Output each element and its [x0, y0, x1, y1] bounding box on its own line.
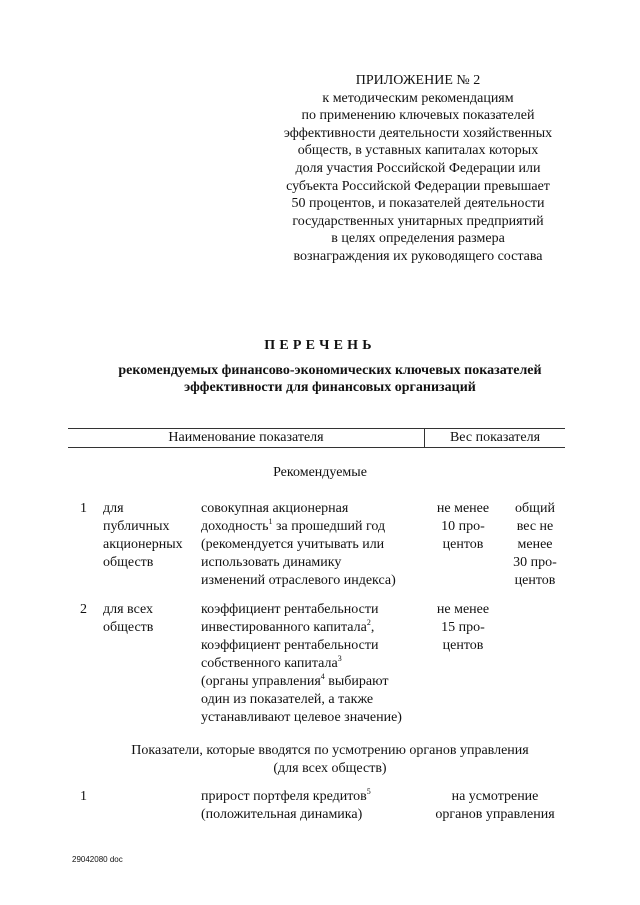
appendix-line: в целях определения размера [331, 231, 505, 247]
table-top-rule [68, 428, 565, 429]
table-header-rule [68, 447, 565, 448]
total-weight: общий вес не менее 30 про- центов [513, 501, 557, 588]
section-optional: Показатели, которые вводятся по усмотрению органов управления (для всех обществ) [131, 743, 529, 776]
indicator-weight: не менее 15 про- центов [436, 602, 490, 653]
subtitle-line: рекомендуемых финансово-экономических ключевых показателей [118, 363, 542, 378]
row-number: 2 [80, 602, 87, 617]
indicator-text: совокупная акционерная доходность$^1$ за прошедший год (рекомендуется учитывать или использовать динамику изменений отраслевого индекса) [201, 501, 396, 588]
footnote-ref: 4 [320, 672, 325, 681]
subtitle-line: эффективности для финансовых организаций [184, 380, 476, 395]
row-number: 1 [80, 789, 87, 804]
appendix-line: субъекта Российской Федерации превышает [286, 178, 550, 194]
column-header-name: Наименование показателя [168, 430, 324, 445]
indicator-weight: не менее 10 про- центов [436, 501, 490, 552]
appendix-line: эффективности деятельности хозяйственных [283, 125, 553, 141]
appendix-title: ПРИЛОЖЕНИЕ № 2 [355, 73, 481, 88]
appendix-line: вознаграждения их руководящего состава [293, 248, 543, 264]
indicator-text: прирост портфеля кредитов$^5$ (положительная динамика) [201, 787, 371, 822]
indicator-weight: на усмотрение органов управления [435, 789, 555, 822]
row-number: 1 [80, 501, 87, 516]
appendix-line: обществ, в уставных капиталах которых [297, 143, 539, 159]
footnote-ref: 3 [337, 654, 342, 663]
row-group: для публичных акционерных обществ [103, 501, 183, 570]
indicator-text: коэффициент рентабельности инвестированного капитала$^2$, коэффициент рентабельности собственного капитала$^3$ (органы управления$^4$ выбирают один из показателей, а также устанавливают целевое значение) [201, 602, 402, 725]
section-recommended: Рекомендуемые [273, 465, 367, 480]
appendix-line: по применению ключевых показателей [301, 108, 535, 124]
footnote-ref: 5 [366, 787, 371, 796]
appendix-line: 50 процентов, и показателей деятельности [291, 196, 545, 212]
footnote-ref: 2 [366, 618, 371, 627]
appendix-header [268, 72, 568, 266]
column-header-weight: Вес показателя [449, 430, 541, 445]
appendix-line: доля участия Российской Федерации или [295, 160, 541, 176]
document-subtitle [60, 362, 600, 396]
appendix-line: государственных унитарных предприятий [292, 213, 544, 229]
document-title: ПЕРЕЧЕНЬ [264, 338, 376, 353]
file-reference: 29042080 doc [72, 855, 123, 864]
row-group: для всех обществ [103, 602, 154, 635]
appendix-line: к методическим рекомендациям [322, 90, 514, 106]
footnote-ref: 1 [268, 517, 273, 526]
